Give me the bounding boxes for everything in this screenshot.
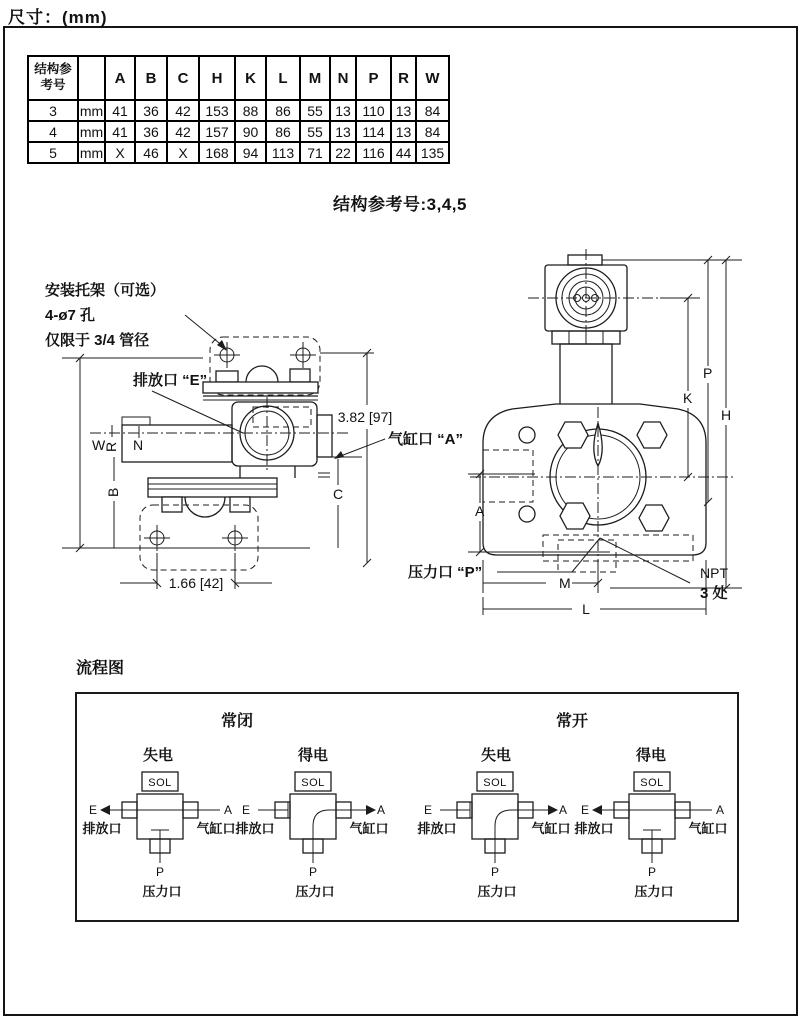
valve-schematic-nc-deenergized <box>75 770 245 906</box>
cylinder-port <box>317 415 332 457</box>
port-a: A <box>715 803 725 817</box>
port-p: P <box>308 865 318 879</box>
hex-bolt <box>558 422 588 448</box>
flow-diagram-box <box>75 692 739 922</box>
conduit-tab <box>568 255 602 265</box>
state-deenergized: 失电 <box>142 747 173 764</box>
col-header: M <box>300 56 330 100</box>
exhaust-label: 排放口 <box>82 821 122 836</box>
col-header: L <box>266 56 300 100</box>
exhaust-label: 排放口 <box>235 821 275 836</box>
bracket-note-1: 安装托架（可选） <box>45 282 166 299</box>
hex-bolt <box>639 505 669 531</box>
cylinder-label: 气缸口 <box>196 821 236 836</box>
bolt <box>216 371 238 382</box>
table-header-row <box>28 56 449 100</box>
dim-w: W <box>92 437 106 453</box>
col-header: R <box>391 56 416 100</box>
page-title: 尺寸：(mm) <box>8 8 108 27</box>
engineering-drawing <box>0 245 800 655</box>
pressure-label: 压力口 <box>295 884 335 899</box>
bottom-flange <box>148 478 277 497</box>
pressure-label: 压力口 <box>142 884 182 899</box>
dim-n: N <box>133 437 144 453</box>
side-view <box>45 281 463 591</box>
valve-schematic-no-energized <box>567 770 737 906</box>
col-header: N <box>330 56 356 100</box>
bonnet-plate <box>203 382 318 393</box>
hex-bolt <box>637 422 667 448</box>
bracket-hole <box>214 342 240 368</box>
col-header: K <box>235 56 266 100</box>
dimension-table <box>27 55 450 164</box>
bracket-hole <box>290 342 316 368</box>
dome <box>246 366 278 382</box>
dim-b: B <box>105 487 121 497</box>
dim-c: C <box>333 486 344 502</box>
exhaust-port-label: 排放口 “E” <box>133 372 208 389</box>
sol-label: SOL <box>148 777 172 789</box>
bolt <box>290 369 310 382</box>
port-e: E <box>580 803 590 817</box>
state-energized: 得电 <box>297 747 328 764</box>
col-header: H <box>199 56 235 100</box>
group-normally-closed: 常闭 <box>220 713 253 730</box>
table-row: 4 mm 41 36 42 157 90 86 55 13 114 13 84 <box>28 121 449 142</box>
port-e: E <box>423 803 433 817</box>
sol-label: SOL <box>640 777 664 789</box>
unit-header <box>78 56 105 100</box>
dim-a: A <box>475 503 485 519</box>
ear-hole <box>519 427 535 443</box>
sol-label: SOL <box>301 777 325 789</box>
pressure-port-label: 压力口 “P” <box>408 564 483 581</box>
hex-bolt <box>560 503 590 529</box>
npt-label-2: 3 处 <box>700 585 728 602</box>
bracket-note-2: 4-ø7 孔 <box>45 307 96 324</box>
port-a: A <box>223 803 233 817</box>
cylinder-label: 气缸口 <box>349 821 389 836</box>
port-p: P <box>155 865 165 879</box>
col-header: C <box>167 56 199 100</box>
col-header: A <box>105 56 135 100</box>
port-p: P <box>647 865 657 879</box>
dim-1-66: 1.66 [42] <box>168 575 224 591</box>
state-deenergized: 失电 <box>480 747 511 764</box>
dim-k: K <box>683 390 693 406</box>
bottom-dome <box>185 497 225 517</box>
bracket-hole <box>144 525 170 551</box>
dim-p: P <box>703 365 713 381</box>
table-row: 5 mm X 46 X 168 94 113 71 22 116 44 135 <box>28 142 449 163</box>
bracket-hole <box>222 525 248 551</box>
dim-m: M <box>559 575 571 591</box>
dim-h: H <box>721 407 732 423</box>
valve-schematic-nc-energized <box>228 770 398 906</box>
state-energized: 得电 <box>635 747 666 764</box>
col-header: P <box>356 56 391 100</box>
pressure-label: 压力口 <box>477 884 517 899</box>
sol-label: SOL <box>483 777 507 789</box>
dim-r: R <box>103 441 119 452</box>
pressure-label: 压力口 <box>634 884 674 899</box>
corner-header: 结构参 考号 <box>28 56 78 100</box>
dim-l: L <box>582 601 590 617</box>
flow-diagram-title: 流程图 <box>76 660 125 677</box>
port-a: A <box>376 803 386 817</box>
section-heading: 结构参考号:3,4,5 <box>333 195 467 214</box>
col-header: W <box>416 56 449 100</box>
port-e: E <box>241 803 251 817</box>
valve-schematic-no-deenergized <box>410 770 580 906</box>
exhaust-label: 排放口 <box>574 821 614 836</box>
stem <box>560 344 612 406</box>
group-normally-open: 常开 <box>555 713 588 730</box>
leader-arrow <box>217 340 227 351</box>
port-p: P <box>490 865 500 879</box>
col-header: B <box>135 56 167 100</box>
port-a: A <box>558 803 568 817</box>
npt-label-1: NPT <box>700 565 728 581</box>
table-row: 3 mm 41 36 42 153 88 86 55 13 110 13 84 <box>28 100 449 121</box>
cylinder-port-label: 气缸口 “A” <box>388 431 464 448</box>
port-e: E <box>88 803 98 817</box>
dim-3-82: 3.82 [97] <box>337 409 393 425</box>
exhaust-label: 排放口 <box>417 821 457 836</box>
bracket-note-3: 仅限于 3/4 管径 <box>45 332 150 349</box>
cylinder-label: 气缸口 <box>531 821 571 836</box>
cylinder-label: 气缸口 <box>688 821 728 836</box>
ear-hole <box>519 506 535 522</box>
